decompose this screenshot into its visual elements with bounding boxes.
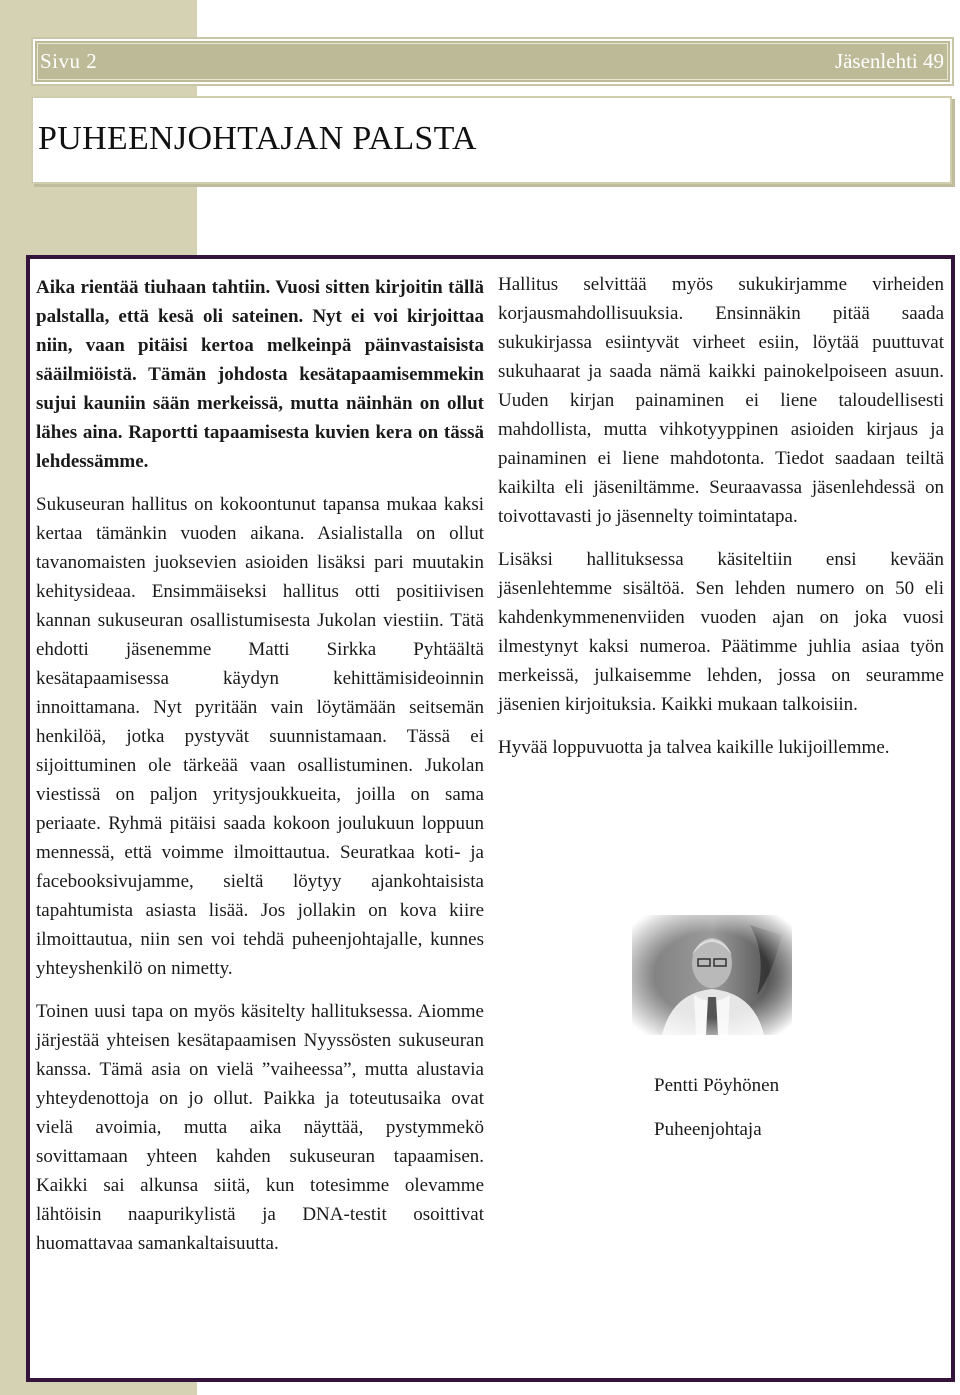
paragraph-joint-meeting: Toinen uusi tapa on myös käsitelty hallituksessa. Aiomme järjestää yhteisen kesätapaamisen Nyyssösten sukuseuran kanssa. Tämä asia on vielä ”vaiheessa”, mutta alustavia yhteydenottoja on jo ollut. Paikka ja toteutusaika ovat vielä avoimia, mutta aika näyttää, pystymmekö sovittamaan yhteen kahden sukuseuran tapaamisen. Kaikki sai alkunsa siitä, kun totesimme olevamme lähtöisin naapurikylistä ja DNA-testit osoittivat huomattavaa samankaltaisuutta. xyxy=(36,1001,484,1254)
lead-paragraph: Aika rientää tiuhaan tahtiin. Vuosi sitten kirjoitin tällä palstalla, että kesä oli sateinen. Nyt ei voi kirjoittaa niin, vaan pitäisi kertoa melkeinpä päinvastaisista sääilmiöistä. Tämän johdosta kesätapaamisemmekin sujui kauniin sään merkeissä, mutta näinhän on ollut lähes aina. Raportti tapaamisesta kuvien kera on tässä lehdessämme. xyxy=(36,277,484,472)
signature-role: Puheenjohtaja xyxy=(654,1119,762,1140)
paragraph-jukola: Sukuseuran hallitus on kokoontunut tapansa mukaa kaksi kertaa tämänkin vuoden aikana. Asialistalla on ollut tavanomaisten juoksevien asioiden lisäksi pari muutakin kehitysideaa. Ensimmäiseksi hallitus otti positiivisen kannan sukuseuran osallistumisesta Jukolan viestiin. Tätä ehdotti jäsenemme Matti Sirkka Pyhtäältä kesätapaamisessa käydyn kehittämisideoinnin innoittamana. Nyt pyritään vain löytämään seitsemän henkilöä, jotka pystyvät suunnistamaan. Tässä ei sijoittuminen ole tärkeää vaan osallistuminen. Jukolan viestissä on paljon yritysjoukkueita, joilla on sama periaate. Ryhmä pitäisi saada kokoon joulukuun loppuun mennessä, että voimme ilmoittautua. Seuratkaa koti- ja facebooksivujamme, sieltä löytyy ajankohtaisista tapahtumista asiasta lisää. Jos jollakin on kova kiire ilmoittautua, niin sen voi tehdä puheenjohtajalle, kunnes yhteyshenkilö on nimetty. xyxy=(36,494,484,979)
chairman-photo xyxy=(632,915,792,1035)
left-column xyxy=(36,273,484,1272)
paragraph-family-book: Hallitus selvittää myös sukukirjamme virheiden korjausmahdollisuuksia. Ensinnäkin pitää saada sukukirjassa esiintyvät virheet esiin, löytää puuttuvat sukuhaarat ja saada nämä kaikki painokelpoiseen asuun. Uuden kirjan painaminen ei liene taloudellisesti mahdollista, mutta vihkotyyppinen asioiden kirjaus ja painaminen ei liene mahdotonta. Tiedot saadaan teiltä kaikilta eli jäseniltämme. Seuraavassa jäsenlehdessä on toivottavasti jo jäsennelty toimintatapa. xyxy=(498,274,944,527)
paragraph-greeting: Hyvää loppuvuotta ja talvea kaikille lukijoillemme. xyxy=(498,737,890,758)
portrait-image xyxy=(632,915,792,1035)
page-title: PUHEENJOHTAJAN PALSTA xyxy=(38,120,477,157)
signature-name: Pentti Pöyhönen xyxy=(654,1075,780,1096)
paragraph-magazine: Lisäksi hallituksessa käsiteltiin ensi kevään jäsenlehtemme sisältöä. Sen lehden numero on 50 eli kahdenkymmenenviiden vuoden ajan on joka vuosi ilmestynyt kaksi numeroa. Päätimme juhlia asiaa työn merkeissä, julkaisemme lehden, jossa on seuramme jäsenien kirjoituksia. Kaikki mukaan talkoisiin. xyxy=(498,549,944,715)
header-inner-border xyxy=(37,43,948,80)
page-number: Sivu 2 xyxy=(40,49,98,73)
header-bar xyxy=(33,39,952,84)
magazine-issue: Jäsenlehti 49 xyxy=(834,49,944,73)
right-column xyxy=(498,270,944,776)
